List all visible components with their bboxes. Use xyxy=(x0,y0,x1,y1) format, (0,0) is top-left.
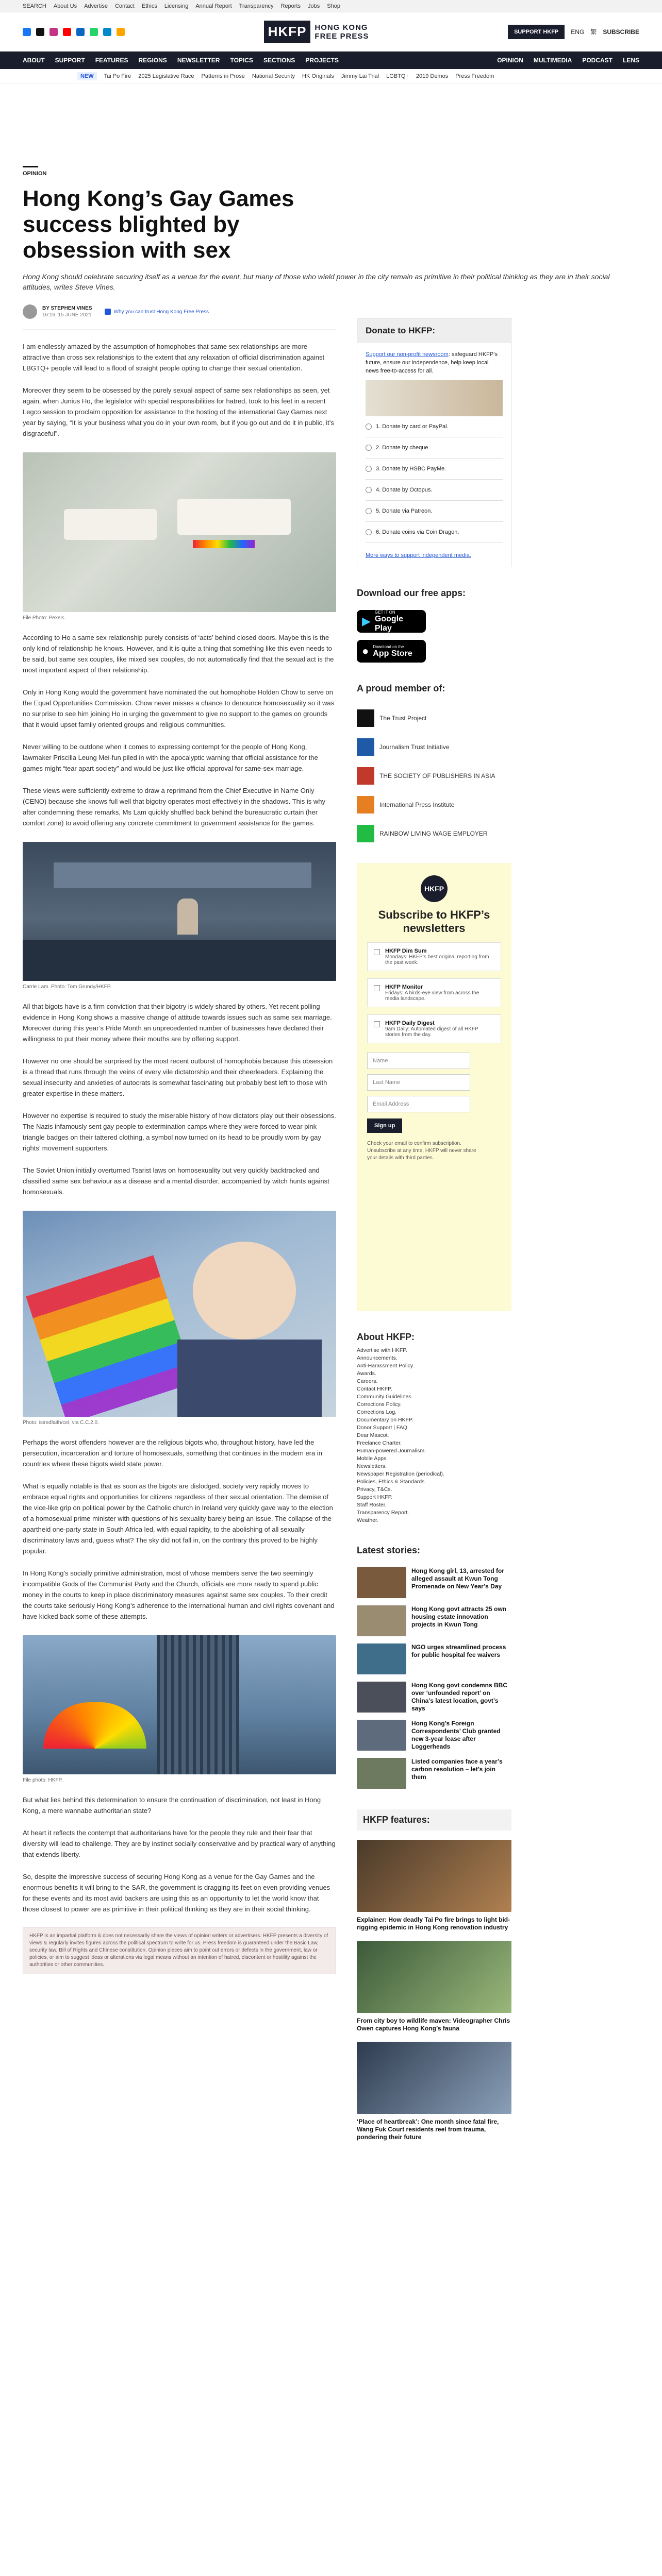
about-link[interactable]: Careers. xyxy=(357,1378,378,1384)
nav-item-7[interactable]: PROJECTS xyxy=(305,57,339,64)
newsletter-options xyxy=(367,942,501,1043)
author-avatar xyxy=(23,304,37,319)
social-links xyxy=(23,28,125,36)
divider xyxy=(23,329,336,330)
newsletter-option[interactable] xyxy=(367,978,501,1007)
topbar-item-6[interactable]: Annual Report xyxy=(195,3,232,9)
about-link[interactable]: Newsletters. xyxy=(357,1463,387,1469)
article-title: Hong Kong’s Gay Games success blighted by obsession with sex xyxy=(23,186,294,263)
facebook-icon[interactable] xyxy=(23,28,31,36)
article-paragraph: What is equally notable is that as soon as the bigots are dislodged, society very rapidly moves to embrace equal rights and opportunities for citizens regardless of their sexual orientation. The demise of the vice-like grip on political power by the Catholic church in Ireland very quickly gave way to the election of a homosexual prime minister with questions of his sexuality barely being an issue. The collapse of the apartheid one-party state in South Africa led, with equal rapidity, to the abolishing of all sexually discriminatory laws and, guess what? The sky did not fall in, on the contrary this proved to be highly popular. xyxy=(23,1482,333,1555)
topbar-item-5[interactable]: Licensing xyxy=(164,3,189,9)
feature-title: Explainer: How deadly Tai Po fire brings to light bid-rigging epidemic in Hong Kong renovation industry xyxy=(357,1916,510,1931)
story-thumbnail xyxy=(357,1605,406,1636)
logo-mark: HKFP xyxy=(264,21,311,43)
member-logo-icon xyxy=(357,738,374,756)
donate-option-label: 2. Donate by cheque. xyxy=(376,445,430,451)
checkbox-icon xyxy=(374,985,380,991)
latest-title: Latest stories: xyxy=(357,1545,421,1555)
about-link[interactable]: Freelance Charter. xyxy=(357,1440,402,1446)
story-thumbnail xyxy=(357,1643,406,1674)
name-field[interactable]: Name xyxy=(367,1053,470,1069)
article-paragraph: In Hong Kong’s socially primitive administration, most of whose members serve the two seemingly incompatible Gods of the Communist Party and the Church, officials are more ready to spend public money in the courts to keep in place discriminatory measures against same sex couples. To their credit the courts take seriously Hong Kong’s adherence to the international human and civil rights covenant and have kicked back some of these attempts. xyxy=(23,1569,335,1620)
features-title: HKFP features: xyxy=(357,1809,511,1831)
about-link[interactable]: Transparency Report. xyxy=(357,1510,409,1516)
member-logo-icon xyxy=(357,796,374,814)
content-wrap xyxy=(0,83,662,2141)
newsletter-name: HKFP Monitor xyxy=(385,984,423,990)
member-name: International Press Institute xyxy=(379,801,455,808)
article-paragraph: Perhaps the worst offenders however are the religious bigots who, throughout history, have led the persecution, incarceration and torture of homosexuals, something that continues in the modern era in countries where these bigots wield state power. xyxy=(23,1438,323,1468)
donate-option[interactable] xyxy=(366,501,503,522)
about-title: About HKFP: xyxy=(357,1332,415,1342)
article-paragraph: Moreover they seem to be obsessed by the purely sexual aspect of same sex relationships as seen, yet again, when Junius Ho, the legislator with special responsibilities for hatred, took to his feet in a recent Legco session to proclaim opposition for assistance to the hosting of the international Gay Games next year by saying, “It is your business what you do in your own room, but if you go out and do it in public, it’s disgraceful”. xyxy=(23,386,334,437)
youtube-icon[interactable] xyxy=(63,28,71,36)
feature-story[interactable] xyxy=(357,2042,511,2141)
trending-item-1[interactable]: 2025 Legislative Race xyxy=(138,73,194,79)
masthead-actions xyxy=(508,25,639,39)
member-item[interactable] xyxy=(357,767,639,785)
article-body-4 xyxy=(23,1437,336,1622)
donate-title: Donate to HKFP: xyxy=(357,318,511,343)
story-thumbnail xyxy=(357,1567,406,1598)
radio-icon xyxy=(366,529,372,535)
about-link[interactable]: Policies, Ethics & Standards. xyxy=(357,1479,426,1485)
nav-item-0[interactable]: ABOUT xyxy=(23,57,45,64)
about-link[interactable]: Mobile Apps. xyxy=(357,1455,388,1462)
about-link[interactable]: Privacy, T&Cs. xyxy=(357,1486,392,1493)
feature-title: From city boy to wildlife maven: Videographer Chris Owen captures Hong Kong’s fauna xyxy=(357,2017,510,2032)
feature-thumbnail xyxy=(357,1840,511,1912)
nav-right-item-3[interactable]: LENS xyxy=(622,57,639,64)
logo-line-1: HONG KONG xyxy=(315,23,368,32)
checkbox-icon xyxy=(374,1021,380,1027)
donate-banner-image xyxy=(366,380,503,416)
newsletter-text xyxy=(385,984,494,1002)
feature-thumbnail xyxy=(357,1941,511,2013)
member-logo-icon xyxy=(357,767,374,785)
logo-wordmark xyxy=(315,23,369,41)
radio-icon xyxy=(366,487,372,493)
member-logo-icon xyxy=(357,825,374,842)
about-link[interactable]: Community Guidelines. xyxy=(357,1394,413,1400)
about-link[interactable]: Corrections Log. xyxy=(357,1409,397,1415)
article-paragraph: Never willing to be outdone when it comes to expressing contempt for the people of Hong Kong, lawmaker Priscilla Leung Mei-fun piled in with the apocalyptic warning that official assistance for the games might “tear apart society” and would be just like official approval for same-sex marriage. xyxy=(23,743,318,772)
nav-item-2[interactable]: FEATURES xyxy=(95,57,128,64)
topbar-item-7[interactable]: Transparency xyxy=(239,3,274,9)
play-icon: ▶ xyxy=(362,615,371,628)
article-paragraph: At heart it reflects the contempt that authoritarians have for the people they rule and their fear that diversity will lead to challenge. They are by instinct socially conservative and by practical wary of anything that extends liberty. xyxy=(23,1829,336,1858)
topbar-item-8[interactable]: Reports xyxy=(280,3,301,9)
trending-item-5[interactable]: Jimmy Lai Trial xyxy=(341,73,379,79)
latest-story[interactable] xyxy=(357,1605,511,1636)
figure-pride-march xyxy=(23,1211,336,1426)
story-title: Listed companies face a year’s carbon resolution – let’s join them xyxy=(411,1758,503,1781)
latest-list xyxy=(357,1567,511,1789)
telegram-icon[interactable] xyxy=(103,28,111,36)
newsletter-title: Subscribe to HKFP’s newsletters xyxy=(378,908,490,935)
app-store-small: Download on the xyxy=(373,644,404,649)
lang-english[interactable]: ENG xyxy=(571,28,585,36)
utility-bar xyxy=(0,0,662,12)
newsletter-option[interactable] xyxy=(367,942,501,971)
story-title: NGO urges streamlined process for public hospital fee waivers xyxy=(411,1643,506,1658)
donate-option[interactable] xyxy=(366,522,503,543)
feature-title: ‘Place of heartbreak’: One month since fatal fire, Wang Fuk Court residents reel from trauma, pondering their future xyxy=(357,2118,499,2141)
about-link[interactable]: Contact HKFP. xyxy=(357,1386,392,1392)
member-name: THE SOCIETY OF PUBLISHERS IN ASIA xyxy=(379,772,495,779)
story-title: Hong Kong’s Foreign Correspondents’ Club granted new 3-year lease after Loggerheads xyxy=(411,1720,501,1750)
nav-right-item-1[interactable]: MULTIMEDIA xyxy=(533,57,572,64)
article-body-2 xyxy=(23,632,336,828)
google-play-text xyxy=(375,610,421,633)
feature-story[interactable] xyxy=(357,1941,511,2032)
latest-story[interactable] xyxy=(357,1682,511,1713)
trending-item-3[interactable]: National Security xyxy=(252,73,295,79)
article-category[interactable]: OPINION xyxy=(23,166,38,177)
trust-link-label: Why you can trust Hong Kong Free Press xyxy=(113,309,209,315)
trending-item-8[interactable]: Press Freedom xyxy=(455,73,494,79)
story-thumbnail xyxy=(357,1682,406,1713)
newsletter-logo: HKFP xyxy=(421,875,448,902)
about-link[interactable]: Dear Mascot. xyxy=(357,1432,389,1438)
article-paragraph: However no expertise is required to study the miserable history of how dictators play out their obsessions. The Nazis infamously sent gay people to extermination camps where they were forced to wear pink triangle badges on their tattered clothing, a symbol now turned on its head to be proudly worn by gay rights’ movement supporters. xyxy=(23,1112,336,1152)
nav-item-1[interactable]: SUPPORT xyxy=(55,57,85,64)
newsletter-name: HKFP Daily Digest xyxy=(385,1020,435,1026)
about-link[interactable]: Support HKFP. xyxy=(357,1494,393,1500)
about-link[interactable]: Corrections Policy. xyxy=(357,1401,402,1408)
trending-bar xyxy=(0,69,662,83)
features-list xyxy=(357,1840,511,2141)
app-store-label: App Store xyxy=(373,649,412,658)
photo-rainbow-umbrella xyxy=(23,1635,336,1774)
member-item[interactable] xyxy=(357,825,639,842)
apps-title: Download our free apps: xyxy=(357,588,466,598)
newsletter-box xyxy=(357,863,511,1311)
linkedin-icon[interactable] xyxy=(76,28,85,36)
article-body-3 xyxy=(23,1001,336,1197)
member-item[interactable] xyxy=(357,738,639,756)
checkbox-icon xyxy=(374,949,380,955)
donate-option-label: 6. Donate coins via Coin Dragon. xyxy=(376,529,459,535)
radio-icon xyxy=(366,466,372,472)
trending-label: NEW xyxy=(77,72,97,80)
member-name: The Trust Project xyxy=(379,715,427,722)
signup-form xyxy=(367,1053,501,1162)
logo-line-2: FREE PRESS xyxy=(315,31,369,41)
donate-option[interactable] xyxy=(366,480,503,501)
about-link[interactable]: Announcements. xyxy=(357,1355,398,1361)
donate-option[interactable] xyxy=(366,459,503,480)
article-paragraph: All that bigots have is a firm conviction that their bigotry is widely shared by others. Yet recent polling evidence in Hong Kong shows a massive change of attitude towards issues such as same sex marriage. Moreover during this year’s Pride Month an unprecedented number of businesses have declared their willingness to put their money where their mouths are by offering support. xyxy=(23,1003,332,1043)
rss-icon[interactable] xyxy=(117,28,125,36)
radio-icon xyxy=(366,445,372,451)
newsletter-name: HKFP Dim Sum xyxy=(385,948,427,954)
latest-story[interactable] xyxy=(357,1643,511,1674)
article-paragraph: Only in Hong Kong would the government have nominated the out homophobe Holden Chow to serve on the Equal Opportunities Commission. Chow never misses a chance to denounce homosexuality so it was no surprise to see him joining Ho in urging the government to give no support to the games on grounds that it would upset family oriented groups and religious communities. xyxy=(23,688,335,728)
publish-date: 16:16, 15 JUNE 2021 xyxy=(42,312,92,318)
trending-item-6[interactable]: LGBTQ+ xyxy=(386,73,409,79)
trending-item-7[interactable]: 2019 Demos xyxy=(416,73,449,79)
newsletter-desc: Mondays: HKFP’s best original reporting from the past week. xyxy=(385,954,489,965)
topbar-item-3[interactable]: Contact xyxy=(114,3,135,9)
about-link[interactable]: Documentary on HKFP. xyxy=(357,1417,413,1423)
story-thumbnail xyxy=(357,1720,406,1751)
donate-option-label: 5. Donate via Patreon. xyxy=(376,508,433,514)
article-paragraph: So, despite the impressive success of securing Hong Kong as a venue for the Gay Games and the enormous benefits it will bring to the SAR, the government is dragging its feet on even providing venues for these events and its most avid backers are using this as an opportunity to let the world know that those closest to power are as primitive in their political thinking as they are in their social thinking. xyxy=(23,1873,330,1913)
newsletter-text xyxy=(385,1020,494,1038)
member-item[interactable] xyxy=(357,709,639,727)
article-paragraph: But what lies behind this determination to ensure the continuation of discrimination, not least in Hong Kong, a mere wannabe authoritarian state? xyxy=(23,1796,321,1815)
member-item[interactable] xyxy=(357,796,639,814)
donate-link[interactable]: Support our non-profit newsroom xyxy=(366,351,449,358)
trending-item-2[interactable]: Patterns in Prose xyxy=(201,73,245,79)
support-button[interactable]: SUPPORT HKFP xyxy=(508,25,565,39)
donate-text: : safeguard HKFP’s future, ensure our independence, help keep local news free-to-access for all. xyxy=(366,351,498,374)
donate-box xyxy=(357,318,511,567)
google-play-button[interactable] xyxy=(357,610,426,633)
topbar-item-9[interactable]: Jobs xyxy=(308,3,320,9)
photo-pride-march xyxy=(23,1211,336,1417)
disclaimer-note: HKFP is an impartial platform & does not necessarily share the views of opinion writers or advertisers. HKFP presents a diversity of views & regularly invites figures across the political spectrum to write for us. Press freedom is guaranteed under the Basic Law, security law, Bill of Rights and Chinese constitution. Opinion pieces aim to point out errors or defects in the government, law or policies, or aim to suggest ideas or alterations via legal means without an intention of hatred, discontent or hostility against the authorities or other communities. xyxy=(23,1927,336,1974)
google-play-label: Google Play xyxy=(374,614,404,633)
more-ways-link[interactable]: More ways to support independent media. xyxy=(366,552,471,558)
about-link[interactable]: Human-powered Journalism. xyxy=(357,1448,426,1454)
figure-umbrella-tower xyxy=(23,1635,336,1783)
about-link[interactable]: Newspaper Registration (periodical). xyxy=(357,1471,444,1477)
newsletter-desc: Fridays: A birds-eye view from across the media landscape. xyxy=(385,990,479,1002)
article-paragraph: The Soviet Union initially overturned Tsarist laws on homosexuality but very quickly backtracked and classified same sex behaviour as a disease and a mental disorder, accompanied by witch hunts against homosexuals. xyxy=(23,1166,329,1196)
story-thumbnail xyxy=(357,1758,406,1789)
topbar-item-1[interactable]: About Us xyxy=(53,3,77,9)
member-list xyxy=(357,709,639,842)
about-link[interactable]: Awards. xyxy=(357,1370,376,1377)
article-paragraph: According to Ho a same sex relationship purely consists of ‘acts’ behind closed doors. Maybe this is the only kind of relationship he knows. However, and it is quite a thing that something like this even needs to be said, but same sex couples, like mixed sex couples, do not automatically find that the sexual act is the most important aspect of their relationship. xyxy=(23,634,334,674)
article-body-5 xyxy=(23,1794,336,1914)
article-paragraph: However no one should be surprised by the most recent outburst of homophobia because this obsession is a thread that runs through the veins of every vile dictatorship and their cheerleaders. Explaining the sexual insecurity and anxieties of autocrats is somewhat fascinating but probably best left to those with greater expertise in these matters. xyxy=(23,1057,333,1097)
masthead xyxy=(0,12,662,52)
nav-item-4[interactable]: NEWSLETTER xyxy=(177,57,220,64)
about-link[interactable]: Donor Support | FAQ. xyxy=(357,1425,409,1431)
member-logo-icon xyxy=(357,709,374,727)
lang-chinese[interactable]: 繁 xyxy=(590,28,597,36)
photo-rainbow-wristbands xyxy=(23,452,336,612)
newsletter-text xyxy=(385,948,494,965)
main-nav xyxy=(0,52,662,69)
nav-item-5[interactable]: TOPICS xyxy=(230,57,253,64)
nav-item-6[interactable]: SECTIONS xyxy=(263,57,295,64)
google-play-small: GET IT ON xyxy=(374,609,395,615)
figure-caption: File Photo: Pexels. xyxy=(23,615,66,621)
newsletter-desc: 9am Daily: Automated digest of all HKFP stories from the day. xyxy=(385,1026,478,1038)
instagram-icon[interactable] xyxy=(49,28,58,36)
article-paragraph: I am endlessly amazed by the assumption of homophobes that same sex relationships are more attractive than cross sex relationships to the extent that any relaxation of official discrimination against LBGTQ+ people will lead to a flood of straight people opting to change their sexual orientation. xyxy=(23,343,325,372)
nav-right-item-2[interactable]: PODCAST xyxy=(582,57,613,64)
trending-item-4[interactable]: HK Originals xyxy=(302,73,334,79)
sidebar xyxy=(357,83,639,2141)
figure-caption: Photo: isiredfaith/cel, via C.C.2.0. xyxy=(23,1420,99,1426)
x-icon[interactable] xyxy=(36,28,44,36)
whatsapp-icon[interactable] xyxy=(90,28,98,36)
nav-right-item-0[interactable]: OPINION xyxy=(497,57,523,64)
about-link[interactable]: Anti-Harassment Policy. xyxy=(357,1363,415,1369)
feature-thumbnail xyxy=(357,2042,511,2114)
article-standfirst: Hong Kong should celebrate securing itself as a venue for the event, but many of those who wield power in the city remain as primitive in their political thinking as they are in their social attitudes, writes Steve Vines. xyxy=(23,273,610,291)
latest-story[interactable] xyxy=(357,1720,511,1751)
topbar-item-2[interactable]: Advertise xyxy=(84,3,108,9)
donate-option-label: 4. Donate by Octopus. xyxy=(376,487,433,493)
photo-press-conference xyxy=(23,842,336,981)
email-field[interactable]: Email Address xyxy=(367,1096,470,1112)
topbar-item-10[interactable]: Shop xyxy=(327,3,340,9)
subscribe-link[interactable]: SUBSCRIBE xyxy=(603,28,639,36)
donate-option-label: 3. Donate by HSBC PayMe. xyxy=(376,466,446,472)
radio-icon xyxy=(366,423,372,430)
donate-option-label: 1. Donate by card or PayPal. xyxy=(376,423,449,430)
latest-story[interactable] xyxy=(357,1567,511,1598)
topbar-item-0[interactable]: SEARCH xyxy=(23,3,46,9)
app-store-button[interactable] xyxy=(357,640,426,663)
about-link[interactable]: Weather. xyxy=(357,1517,378,1523)
story-title: Hong Kong govt condemns BBC over ‘unfounded report’ on China’s latest location, govt’s says xyxy=(411,1682,507,1712)
byline xyxy=(23,304,336,319)
newsletter-note: Check your email to confirm subscription. Unsubscribe at any time. HKFP will never share your details with third parties. xyxy=(367,1141,476,1161)
donate-body xyxy=(357,343,511,567)
check-icon xyxy=(105,309,111,315)
figure-caption: File photo: HKFP. xyxy=(23,1777,63,1783)
donate-option[interactable] xyxy=(366,416,503,437)
article-paragraph: These views were sufficiently extreme to draw a reprimand from the Chief Executive in Name Only (CENO) because she knows full well that bigotry operates most effectively in the shadows. This is why after condemning these remarks, Ms Lam quickly shuffled back behind the bureaucratic curtain (her comfort zone) to avoid offering any concrete commitment to government assistance for the games. xyxy=(23,787,325,827)
figure-carrie-lam xyxy=(23,842,336,990)
topbar-item-4[interactable]: Ethics xyxy=(141,3,157,9)
about-list xyxy=(357,1347,639,1524)
author-name[interactable]: BY STEPHEN VINES xyxy=(42,306,92,311)
about-link[interactable]: Staff Roster. xyxy=(357,1502,387,1508)
latest-story[interactable] xyxy=(357,1758,511,1789)
donate-option[interactable] xyxy=(366,437,503,459)
byline-text xyxy=(42,306,92,318)
donate-options xyxy=(366,416,503,543)
story-title: Hong Kong govt attracts 25 own housing estate innovation projects in Kwun Tong xyxy=(411,1605,507,1628)
trending-item-0[interactable]: Tai Po Fire xyxy=(104,73,131,79)
apple-icon: ● xyxy=(362,645,369,657)
about-link[interactable]: Advertise with HKFP. xyxy=(357,1347,407,1353)
story-title: Hong Kong girl, 13, arrested for alleged assault at Kwun Tong Promenade on New Year’s Day xyxy=(411,1567,505,1590)
member-title: A proud member of: xyxy=(357,683,445,693)
member-name: Journalism Trust Initiative xyxy=(379,743,450,751)
figure-caption: Carrie Lam. Photo: Tom Grundy/HKFP. xyxy=(23,984,111,990)
trust-link[interactable] xyxy=(105,309,209,315)
site-logo[interactable] xyxy=(264,21,369,43)
last-name-field[interactable]: Last Name xyxy=(367,1074,470,1091)
signup-button[interactable]: Sign up xyxy=(367,1118,402,1133)
donate-intro xyxy=(366,350,503,375)
article-body-1 xyxy=(23,341,336,439)
radio-icon xyxy=(366,508,372,514)
figure-pride-wristbands xyxy=(23,452,336,621)
newsletter-option[interactable] xyxy=(367,1014,501,1043)
app-store-text xyxy=(373,645,412,658)
nav-item-3[interactable]: REGIONS xyxy=(138,57,167,64)
feature-story[interactable] xyxy=(357,1840,511,1931)
member-name: RAINBOW LIVING WAGE EMPLOYER xyxy=(379,830,488,837)
